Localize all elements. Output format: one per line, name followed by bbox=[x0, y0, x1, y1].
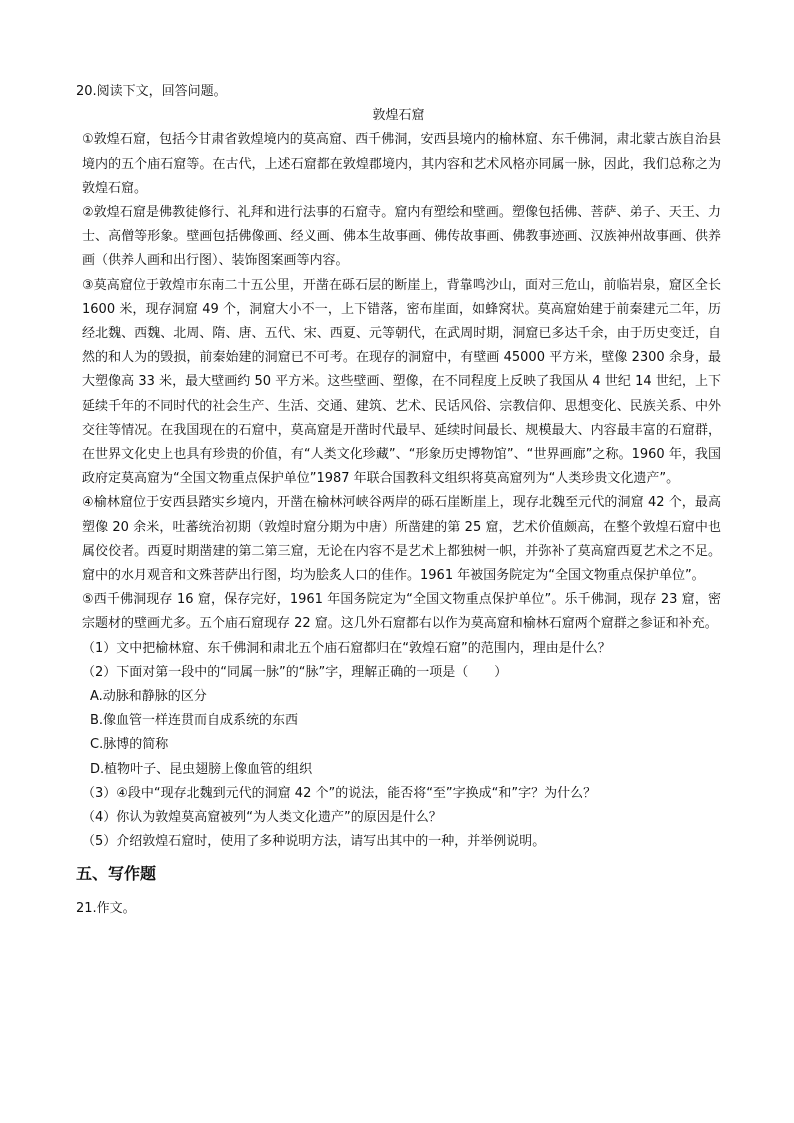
sub-question-1: （1）文中把榆林窟、东千佛洞和肃北五个庙石窟都归在“敦煌石窟”的范围内，理由是什么？ bbox=[82, 640, 611, 656]
option-a: A.动脉和静脉的区分 bbox=[90, 689, 207, 705]
question-21-head: 21.作文。 bbox=[76, 900, 136, 916]
paragraph-2: ②敦煌石窟是佛教徒修行、礼拜和进行法事的石窟寺。窟内有塑绘和壁画。塑像包括佛、菩萨、弟子、天王、力士、高僧等形象。壁画包括佛像画、经义画、佛本生故事画、佛传故事画、佛教事迹画、汉族神州故事画、供养画（供养人画和出行图）、装饰图案画等内容。 bbox=[82, 205, 721, 269]
option-b: B.像血管一样连贯而自成系统的东西 bbox=[90, 713, 299, 729]
paragraph-4: ④榆林窟位于安西县踏实乡境内，开凿在榆林河峡谷两岸的砾石崖断崖上，现存北魏至元代的洞窟 42 个，最高塑像 20 余米，吐蕃统治初期（敦煌时窟分期为中唐）所凿建的第 25 窟，艺术价值颇高，在整个敦煌石窟中也属佼佼者。西夏时期凿建的第二第三窟，无论在内容不是艺术上都独树一帜，并弥补了莫高窟西夏艺术之不足。窟中的水月观音和文殊菩萨出行图，均为脍炙人口的佳作。1961 年被国务院定为“全国文物重点保护单位”。 bbox=[82, 495, 721, 584]
paragraph-5: ⑤西千佛洞现存 16 窟，保存完好，1961 年国务院定为“全国文物重点保护单位”。乐千佛洞，现存 23 窟，密宗题材的壁画尤多。五个庙石窟现存 22 窟。这几外石窟都右以作为莫高窟和榆林石窟两个窟群之参证和补充。 bbox=[82, 592, 721, 632]
paragraph-1: ①敦煌石窟，包括今甘肃省敦煌境内的莫高窟、西千佛洞，安西县境内的榆林窟、东千佛洞，肃北蒙古族自治县境内的五个庙石窟等。在古代，上述石窟都在敦煌郡境内，其内容和艺术风格亦同属一脉，因此，我们总称之为敦煌石窟。 bbox=[82, 132, 721, 196]
sub-question-3: （3）④段中“现存北魏到元代的洞窟 42 个”的说法，能否将“至”字换成“和”字？为什么？ bbox=[82, 785, 597, 801]
sub-question-4: （4）你认为敦煌莫高窟被列“为人类文化遗产”的原因是什么？ bbox=[82, 810, 442, 826]
paragraph-3: ③莫高窟位于敦煌市东南二十五公里，开凿在砾石层的断崖上，背靠鸣沙山，面对三危山，前临岩泉，窟区全长 1600 米，现存洞窟 49 个，洞窟大小不一，上下错落，密布崖面，如蜂窝状。莫高窟始建于前秦建元二年，历经北魏、西魏、北周、隋、唐、五代、宋、西夏、元等朝代，在武周时期，洞窟已多达千余，由于历史变迁，自然的和人为的毁损，前秦始建的洞窟已不可考。在现存的洞窟中，有壁画 45000 平方米，壁像 2300 余身，最大塑像高 33 米，最大壁画约 50 平方米。这些壁画、塑像，在不同程度上反映了我国从 4 世纪 14 世纪，上下延续千年的不同时代的社会生产、生活、交通、建筑、艺术、民话风俗、宗教信仰、思想变化、民族关系、中外交往等情况。在我国现在的石窟中，莫高窟是开凿时代最早、延续时间最长、规模最大、内容最丰富的石窟群，在世界文化史上也具有珍贵的价值，有“人类文化珍藏”、“形象历史博物馆”、“世界画廊”之称。1960 年，我国政府定莫高窟为“全国文物重点保护单位”1987 年联合国教科文组织将莫高窟列为“人类珍贵文化遗产”。 bbox=[82, 277, 721, 487]
section-5-title: 五、写作题 bbox=[76, 863, 157, 883]
option-d: D.植物叶子、昆虫翅膀上像血管的组织 bbox=[90, 761, 313, 777]
sub-question-2: （2）下面对第一段中的“同属一脉”的“脉”字，理解正确的一项是（ ） bbox=[82, 664, 508, 680]
passage-title: 敦煌石窟 bbox=[372, 108, 425, 124]
sub-question-5: （5）介绍敦煌石窟时，使用了多种说明方法，请写出其中的一种，并举例说明。 bbox=[82, 834, 546, 850]
page-content bbox=[76, 80, 721, 921]
option-c: C.脉博的简称 bbox=[90, 737, 169, 753]
question-20-head: 20.阅读下文，回答问题。 bbox=[76, 84, 227, 99]
